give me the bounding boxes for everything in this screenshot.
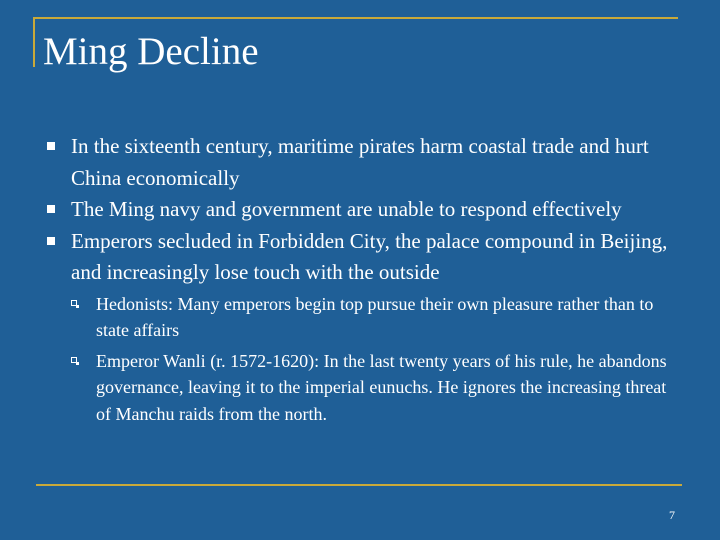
square-bullet-icon	[47, 142, 55, 150]
bullet-text: In the sixteenth century, maritime pirates harm coastal trade and hurt China economically	[71, 134, 649, 190]
bullet-list	[40, 131, 680, 431]
bullet-text: Emperors secluded in Forbidden City, the palace compound in Beijing, and increasingly lose touch with the outside	[71, 228, 668, 284]
top-rule	[33, 17, 678, 19]
bullet-text: The Ming navy and government are unable to respond effectively	[71, 197, 622, 221]
hollow-square-bullet-icon	[71, 357, 77, 363]
sub-bullet-text: Hedonists: Many emperors begin top pursue their own pleasure rather than to state affairs	[96, 293, 654, 340]
bullet-item	[40, 131, 680, 194]
slide-number: 7	[669, 508, 675, 522]
bottom-rule	[36, 484, 682, 486]
square-bullet-icon	[47, 205, 55, 213]
slide-title: Ming Decline	[43, 30, 259, 73]
sub-bullet-list	[71, 291, 680, 428]
hollow-square-bullet-icon	[71, 300, 77, 306]
sub-bullet-item	[71, 348, 680, 428]
sub-bullet-text: Emperor Wanli (r. 1572-1620): In the last twenty years of his rule, he abandons governance, leaving it to the imperial eunuchs. He ignores the increasing threat of Manchu raids from the north.	[96, 350, 667, 424]
bullet-item	[40, 194, 680, 226]
left-rule	[33, 17, 35, 67]
sub-bullet-item	[71, 291, 680, 344]
square-bullet-icon	[47, 237, 55, 245]
bullet-item	[40, 226, 680, 428]
